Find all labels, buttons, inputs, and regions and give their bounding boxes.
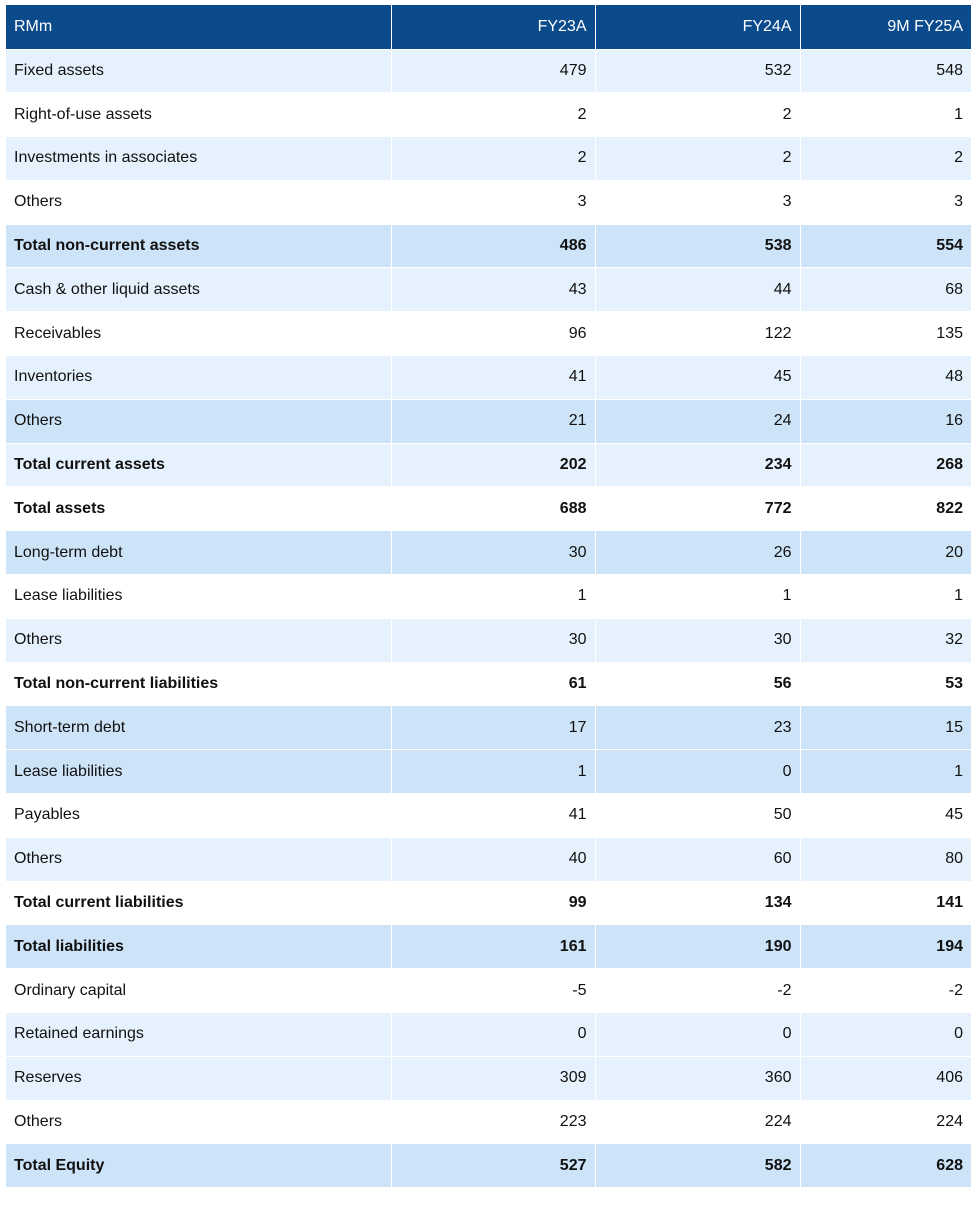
row-label: Others bbox=[6, 618, 391, 662]
table-row bbox=[6, 925, 971, 969]
row-label: Receivables bbox=[6, 312, 391, 356]
value-fy23a: 1 bbox=[391, 575, 595, 619]
value-fy24a: 0 bbox=[595, 1013, 800, 1057]
value-fy24a: 224 bbox=[595, 1100, 800, 1144]
table-row bbox=[6, 1013, 971, 1057]
value-9m-fy25a: 16 bbox=[800, 399, 971, 443]
value-9m-fy25a: 1 bbox=[800, 750, 971, 794]
table-body bbox=[6, 49, 971, 1188]
value-fy24a: 24 bbox=[595, 399, 800, 443]
value-fy23a: 2 bbox=[391, 137, 595, 181]
value-9m-fy25a: 32 bbox=[800, 618, 971, 662]
value-9m-fy25a: -2 bbox=[800, 969, 971, 1013]
table-row bbox=[6, 1144, 971, 1188]
row-label: Ordinary capital bbox=[6, 969, 391, 1013]
row-label: Lease liabilities bbox=[6, 575, 391, 619]
value-fy24a: 772 bbox=[595, 487, 800, 531]
value-fy23a: 161 bbox=[391, 925, 595, 969]
value-9m-fy25a: 1 bbox=[800, 93, 971, 137]
value-9m-fy25a: 628 bbox=[800, 1144, 971, 1188]
table-row bbox=[6, 618, 971, 662]
value-fy23a: 40 bbox=[391, 837, 595, 881]
value-fy24a: 582 bbox=[595, 1144, 800, 1188]
table-row bbox=[6, 180, 971, 224]
value-9m-fy25a: 0 bbox=[800, 1013, 971, 1057]
value-9m-fy25a: 224 bbox=[800, 1100, 971, 1144]
value-fy23a: 2 bbox=[391, 93, 595, 137]
value-9m-fy25a: 15 bbox=[800, 706, 971, 750]
row-label: Lease liabilities bbox=[6, 750, 391, 794]
value-fy23a: 99 bbox=[391, 881, 595, 925]
value-9m-fy25a: 268 bbox=[800, 443, 971, 487]
table-header bbox=[6, 5, 971, 49]
value-fy24a: 3 bbox=[595, 180, 800, 224]
value-9m-fy25a: 2 bbox=[800, 137, 971, 181]
table-row bbox=[6, 1056, 971, 1100]
value-9m-fy25a: 68 bbox=[800, 268, 971, 312]
value-fy24a: 44 bbox=[595, 268, 800, 312]
row-label: Total current liabilities bbox=[6, 881, 391, 925]
table-row bbox=[6, 399, 971, 443]
row-label: Total assets bbox=[6, 487, 391, 531]
value-fy23a: 21 bbox=[391, 399, 595, 443]
value-fy23a: 41 bbox=[391, 356, 595, 400]
row-label: Others bbox=[6, 837, 391, 881]
row-label: Others bbox=[6, 1100, 391, 1144]
value-9m-fy25a: 141 bbox=[800, 881, 971, 925]
row-label: Total liabilities bbox=[6, 925, 391, 969]
value-9m-fy25a: 406 bbox=[800, 1056, 971, 1100]
value-fy24a: 26 bbox=[595, 531, 800, 575]
table-row bbox=[6, 49, 971, 93]
value-fy23a: 30 bbox=[391, 618, 595, 662]
value-fy23a: 486 bbox=[391, 224, 595, 268]
value-9m-fy25a: 135 bbox=[800, 312, 971, 356]
value-fy24a: 134 bbox=[595, 881, 800, 925]
value-fy23a: 1 bbox=[391, 750, 595, 794]
value-9m-fy25a: 45 bbox=[800, 794, 971, 838]
row-label: Total non-current liabilities bbox=[6, 662, 391, 706]
table-row bbox=[6, 487, 971, 531]
value-9m-fy25a: 3 bbox=[800, 180, 971, 224]
header-row bbox=[6, 5, 971, 49]
row-label: Short-term debt bbox=[6, 706, 391, 750]
row-label: Reserves bbox=[6, 1056, 391, 1100]
row-label: Others bbox=[6, 180, 391, 224]
table-row bbox=[6, 443, 971, 487]
value-fy23a: 479 bbox=[391, 49, 595, 93]
value-fy23a: 0 bbox=[391, 1013, 595, 1057]
value-9m-fy25a: 1 bbox=[800, 575, 971, 619]
header-fy23a: FY23A bbox=[391, 5, 595, 49]
row-label: Payables bbox=[6, 794, 391, 838]
table-row bbox=[6, 575, 971, 619]
value-fy23a: 61 bbox=[391, 662, 595, 706]
table-row bbox=[6, 531, 971, 575]
value-fy23a: 30 bbox=[391, 531, 595, 575]
row-label: Others bbox=[6, 399, 391, 443]
value-fy24a: 360 bbox=[595, 1056, 800, 1100]
value-fy23a: 223 bbox=[391, 1100, 595, 1144]
table-row bbox=[6, 837, 971, 881]
value-fy24a: 45 bbox=[595, 356, 800, 400]
value-fy23a: 17 bbox=[391, 706, 595, 750]
table-row bbox=[6, 224, 971, 268]
row-label: Retained earnings bbox=[6, 1013, 391, 1057]
table-row bbox=[6, 750, 971, 794]
row-label: Total Equity bbox=[6, 1144, 391, 1188]
table-row bbox=[6, 969, 971, 1013]
value-fy24a: 1 bbox=[595, 575, 800, 619]
value-9m-fy25a: 20 bbox=[800, 531, 971, 575]
value-fy24a: 56 bbox=[595, 662, 800, 706]
value-fy24a: 234 bbox=[595, 443, 800, 487]
table-row bbox=[6, 137, 971, 181]
row-label: Total current assets bbox=[6, 443, 391, 487]
value-fy24a: 23 bbox=[595, 706, 800, 750]
row-label: Investments in associates bbox=[6, 137, 391, 181]
value-fy23a: 202 bbox=[391, 443, 595, 487]
value-fy24a: 190 bbox=[595, 925, 800, 969]
table-row bbox=[6, 881, 971, 925]
row-label: Right-of-use assets bbox=[6, 93, 391, 137]
value-fy23a: 688 bbox=[391, 487, 595, 531]
value-fy24a: 0 bbox=[595, 750, 800, 794]
row-label: Fixed assets bbox=[6, 49, 391, 93]
balance-sheet-table-container bbox=[6, 5, 971, 1188]
row-label: Total non-current assets bbox=[6, 224, 391, 268]
value-9m-fy25a: 48 bbox=[800, 356, 971, 400]
value-9m-fy25a: 554 bbox=[800, 224, 971, 268]
value-fy24a: 2 bbox=[595, 93, 800, 137]
balance-sheet-table bbox=[6, 5, 971, 1188]
table-row bbox=[6, 268, 971, 312]
value-fy23a: 309 bbox=[391, 1056, 595, 1100]
table-row bbox=[6, 706, 971, 750]
table-row bbox=[6, 1100, 971, 1144]
value-fy24a: -2 bbox=[595, 969, 800, 1013]
value-fy24a: 538 bbox=[595, 224, 800, 268]
row-label: Inventories bbox=[6, 356, 391, 400]
header-currency-unit: RMm bbox=[6, 5, 391, 49]
value-fy24a: 50 bbox=[595, 794, 800, 838]
table-row bbox=[6, 794, 971, 838]
value-9m-fy25a: 822 bbox=[800, 487, 971, 531]
row-label: Long-term debt bbox=[6, 531, 391, 575]
header-9m-fy25a: 9M FY25A bbox=[800, 5, 971, 49]
value-fy23a: 527 bbox=[391, 1144, 595, 1188]
value-fy23a: 96 bbox=[391, 312, 595, 356]
table-row bbox=[6, 93, 971, 137]
table-row bbox=[6, 356, 971, 400]
row-label: Cash & other liquid assets bbox=[6, 268, 391, 312]
value-fy24a: 532 bbox=[595, 49, 800, 93]
table-row bbox=[6, 662, 971, 706]
value-fy24a: 122 bbox=[595, 312, 800, 356]
value-fy23a: 3 bbox=[391, 180, 595, 224]
value-fy23a: -5 bbox=[391, 969, 595, 1013]
header-fy24a: FY24A bbox=[595, 5, 800, 49]
value-9m-fy25a: 194 bbox=[800, 925, 971, 969]
value-fy24a: 2 bbox=[595, 137, 800, 181]
value-9m-fy25a: 80 bbox=[800, 837, 971, 881]
table-row bbox=[6, 312, 971, 356]
value-fy24a: 60 bbox=[595, 837, 800, 881]
value-fy24a: 30 bbox=[595, 618, 800, 662]
value-9m-fy25a: 53 bbox=[800, 662, 971, 706]
value-fy23a: 41 bbox=[391, 794, 595, 838]
value-9m-fy25a: 548 bbox=[800, 49, 971, 93]
value-fy23a: 43 bbox=[391, 268, 595, 312]
